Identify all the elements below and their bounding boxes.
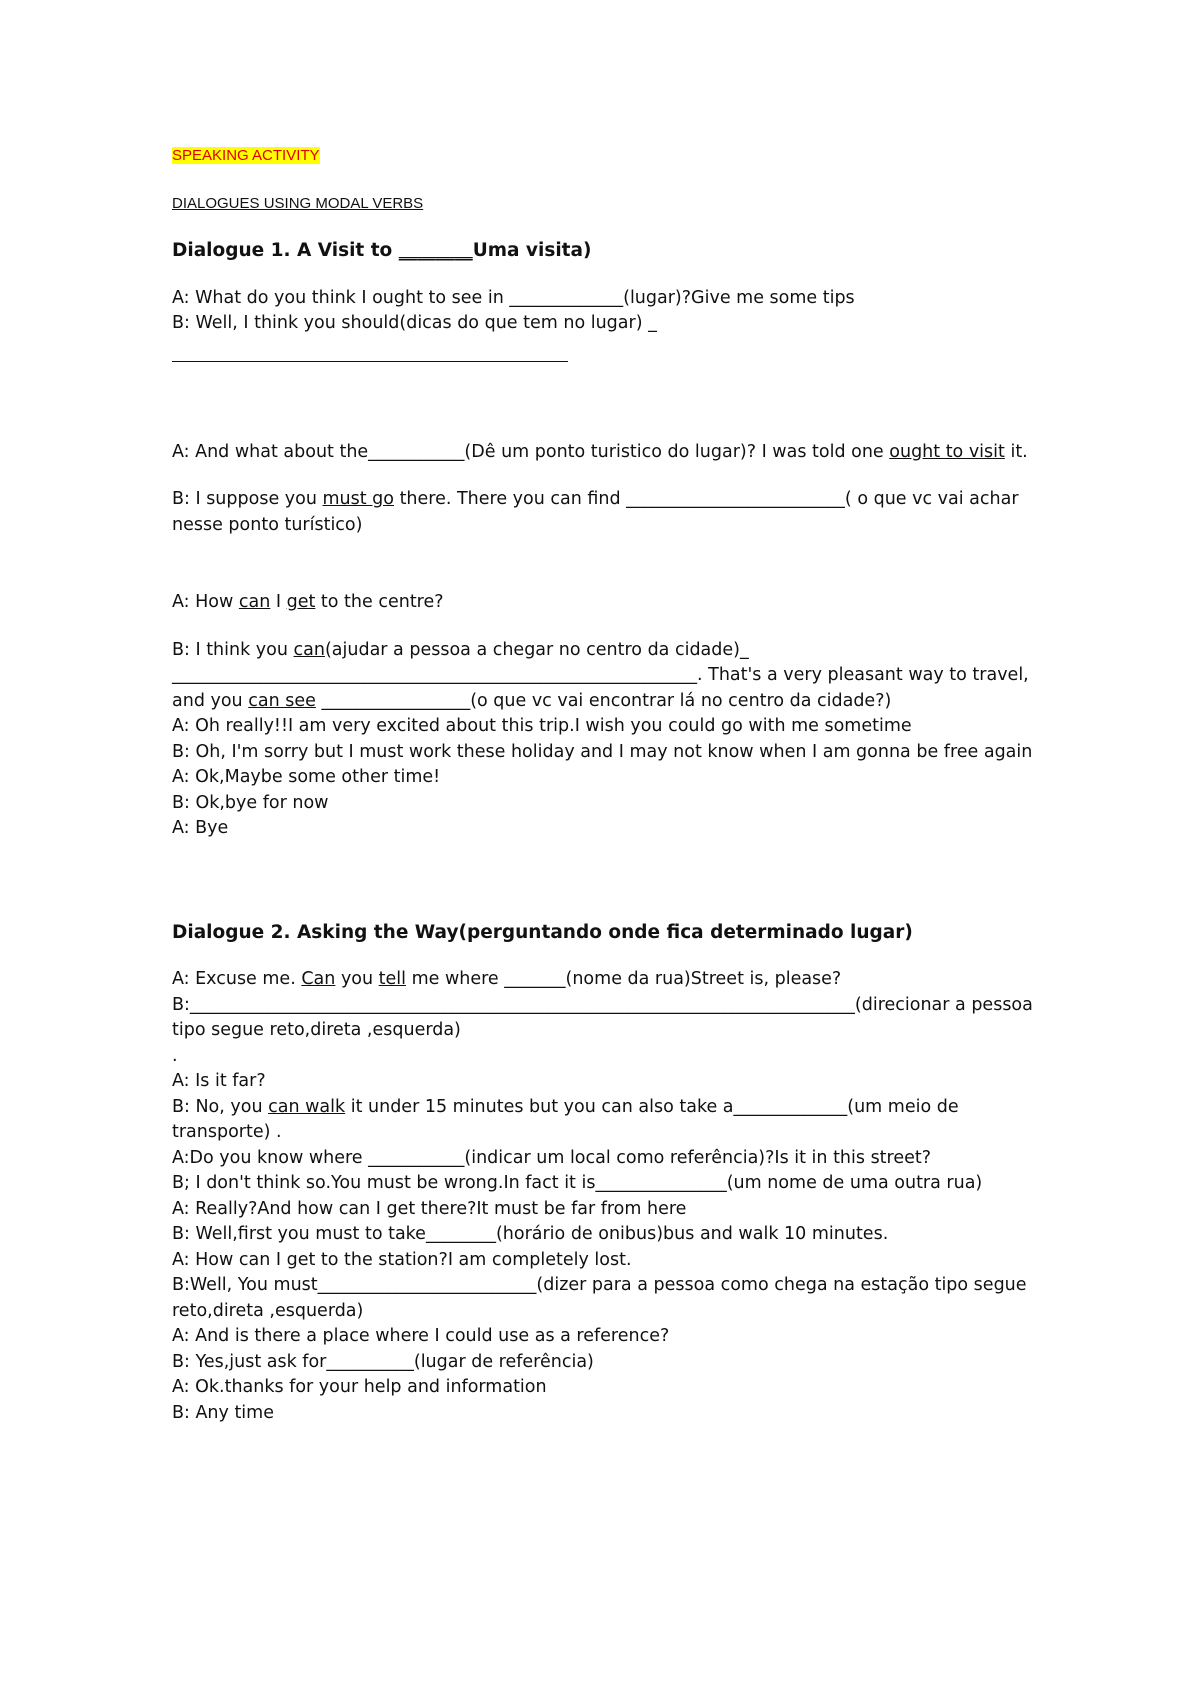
dialogue-1-line: A: What do you think I ought to see in _____________(lugar)?Give me some tips (172, 287, 855, 308)
dialogue-1-line: B: Oh, I'm sorry but I must work these holiday and I may not know when I am gonna be free again (172, 741, 1033, 762)
dialogue-2-line: A: And is there a place where I could use as a reference? (172, 1326, 670, 1346)
dialogue-2-line: A: Excuse me. Can you tell me where _______(nome da rua)Street is, please? (172, 969, 842, 989)
dialogue-1-heading: Dialogue 1. A Visit to ________Uma visita) (172, 240, 592, 261)
dialogue-1-line: A: Bye (172, 818, 229, 838)
dialogue-2-line: A: Really?And how can I get there?It must be far from here (172, 1198, 687, 1219)
document-body (172, 143, 1042, 1426)
dialogue-1-line: A: How can I get to the centre? (172, 592, 444, 612)
activity-subtitle: DIALOGUES USING MODAL VERBS (172, 194, 424, 212)
dialogue-1-line: B: I think you can(ajudar a pessoa a chegar no centro da cidade)_ ____________________________________________________________. That's a very pleasant way to travel, and you can see _________________(o que vc vai encontrar lá no centro da cidade?) (172, 639, 1029, 711)
activity-title: SPEAKING ACTIVITY (172, 147, 320, 164)
dialogue-2-line: B: Well,first you must to take________(horário de onibus)bus and walk 10 minutes. (172, 1224, 889, 1244)
dialogue-2-line: A: Is it far? (172, 1071, 266, 1091)
dialogue-2-line: A: Ok.thanks for your help and information (172, 1377, 547, 1397)
dialogue-2-line: A:Do you know where ___________(indicar um local como referência)?Is it in this street? (172, 1147, 932, 1168)
dialogue-2-line: A: How can I get to the station?I am completely lost. (172, 1249, 632, 1270)
dialogue-2-line: B:Well, You must_________________________(dizer para a pessoa como chega na estação tipo segue reto,direta ,esquerda) (172, 1275, 1027, 1321)
dialogue-1-line: A: And what about the___________(Dê um ponto turistico do lugar)? I was told one ought to visit it. (172, 441, 1028, 462)
dialogue-1-line: B: Ok,bye for now (172, 792, 329, 813)
dialogue-1-line: A: Ok,Maybe some other time! (172, 767, 441, 787)
dialogue-1-line: A: Oh really!!I am very excited about this trip.I wish you could go with me sometime (172, 716, 912, 736)
dialogue-1-line: B: Well, I think you should(dicas do que tem no lugar) _ (172, 313, 657, 333)
dialogue-2-line: B: Yes,just ask for__________(lugar de referência) (172, 1351, 594, 1372)
dialogue-2-line: B: No, you can walk it under 15 minutes but you can also take a_____________(um meio de transporte) . (172, 1096, 959, 1142)
dialogue-2-heading: Dialogue 2. Asking the Way(perguntando onde fica determinado lugar) (172, 921, 913, 943)
dialogue-1-line: B: I suppose you must go there. There you can find _________________________( o que vc vai achar nesse ponto turístico) (172, 489, 1019, 535)
dialogue-2-line: B:____________________________________________________________________________(direcionar a pessoa tipo segue reto,direta ,esquerda) (172, 994, 1033, 1040)
dialogue-2-line: B; I don't think so.You must be wrong.In fact it is_______________(um nome de uma outra rua) (172, 1173, 983, 1193)
dialogue-2-line: B: Any time (172, 1402, 274, 1423)
dialogue-2-line: . (172, 1045, 178, 1066)
